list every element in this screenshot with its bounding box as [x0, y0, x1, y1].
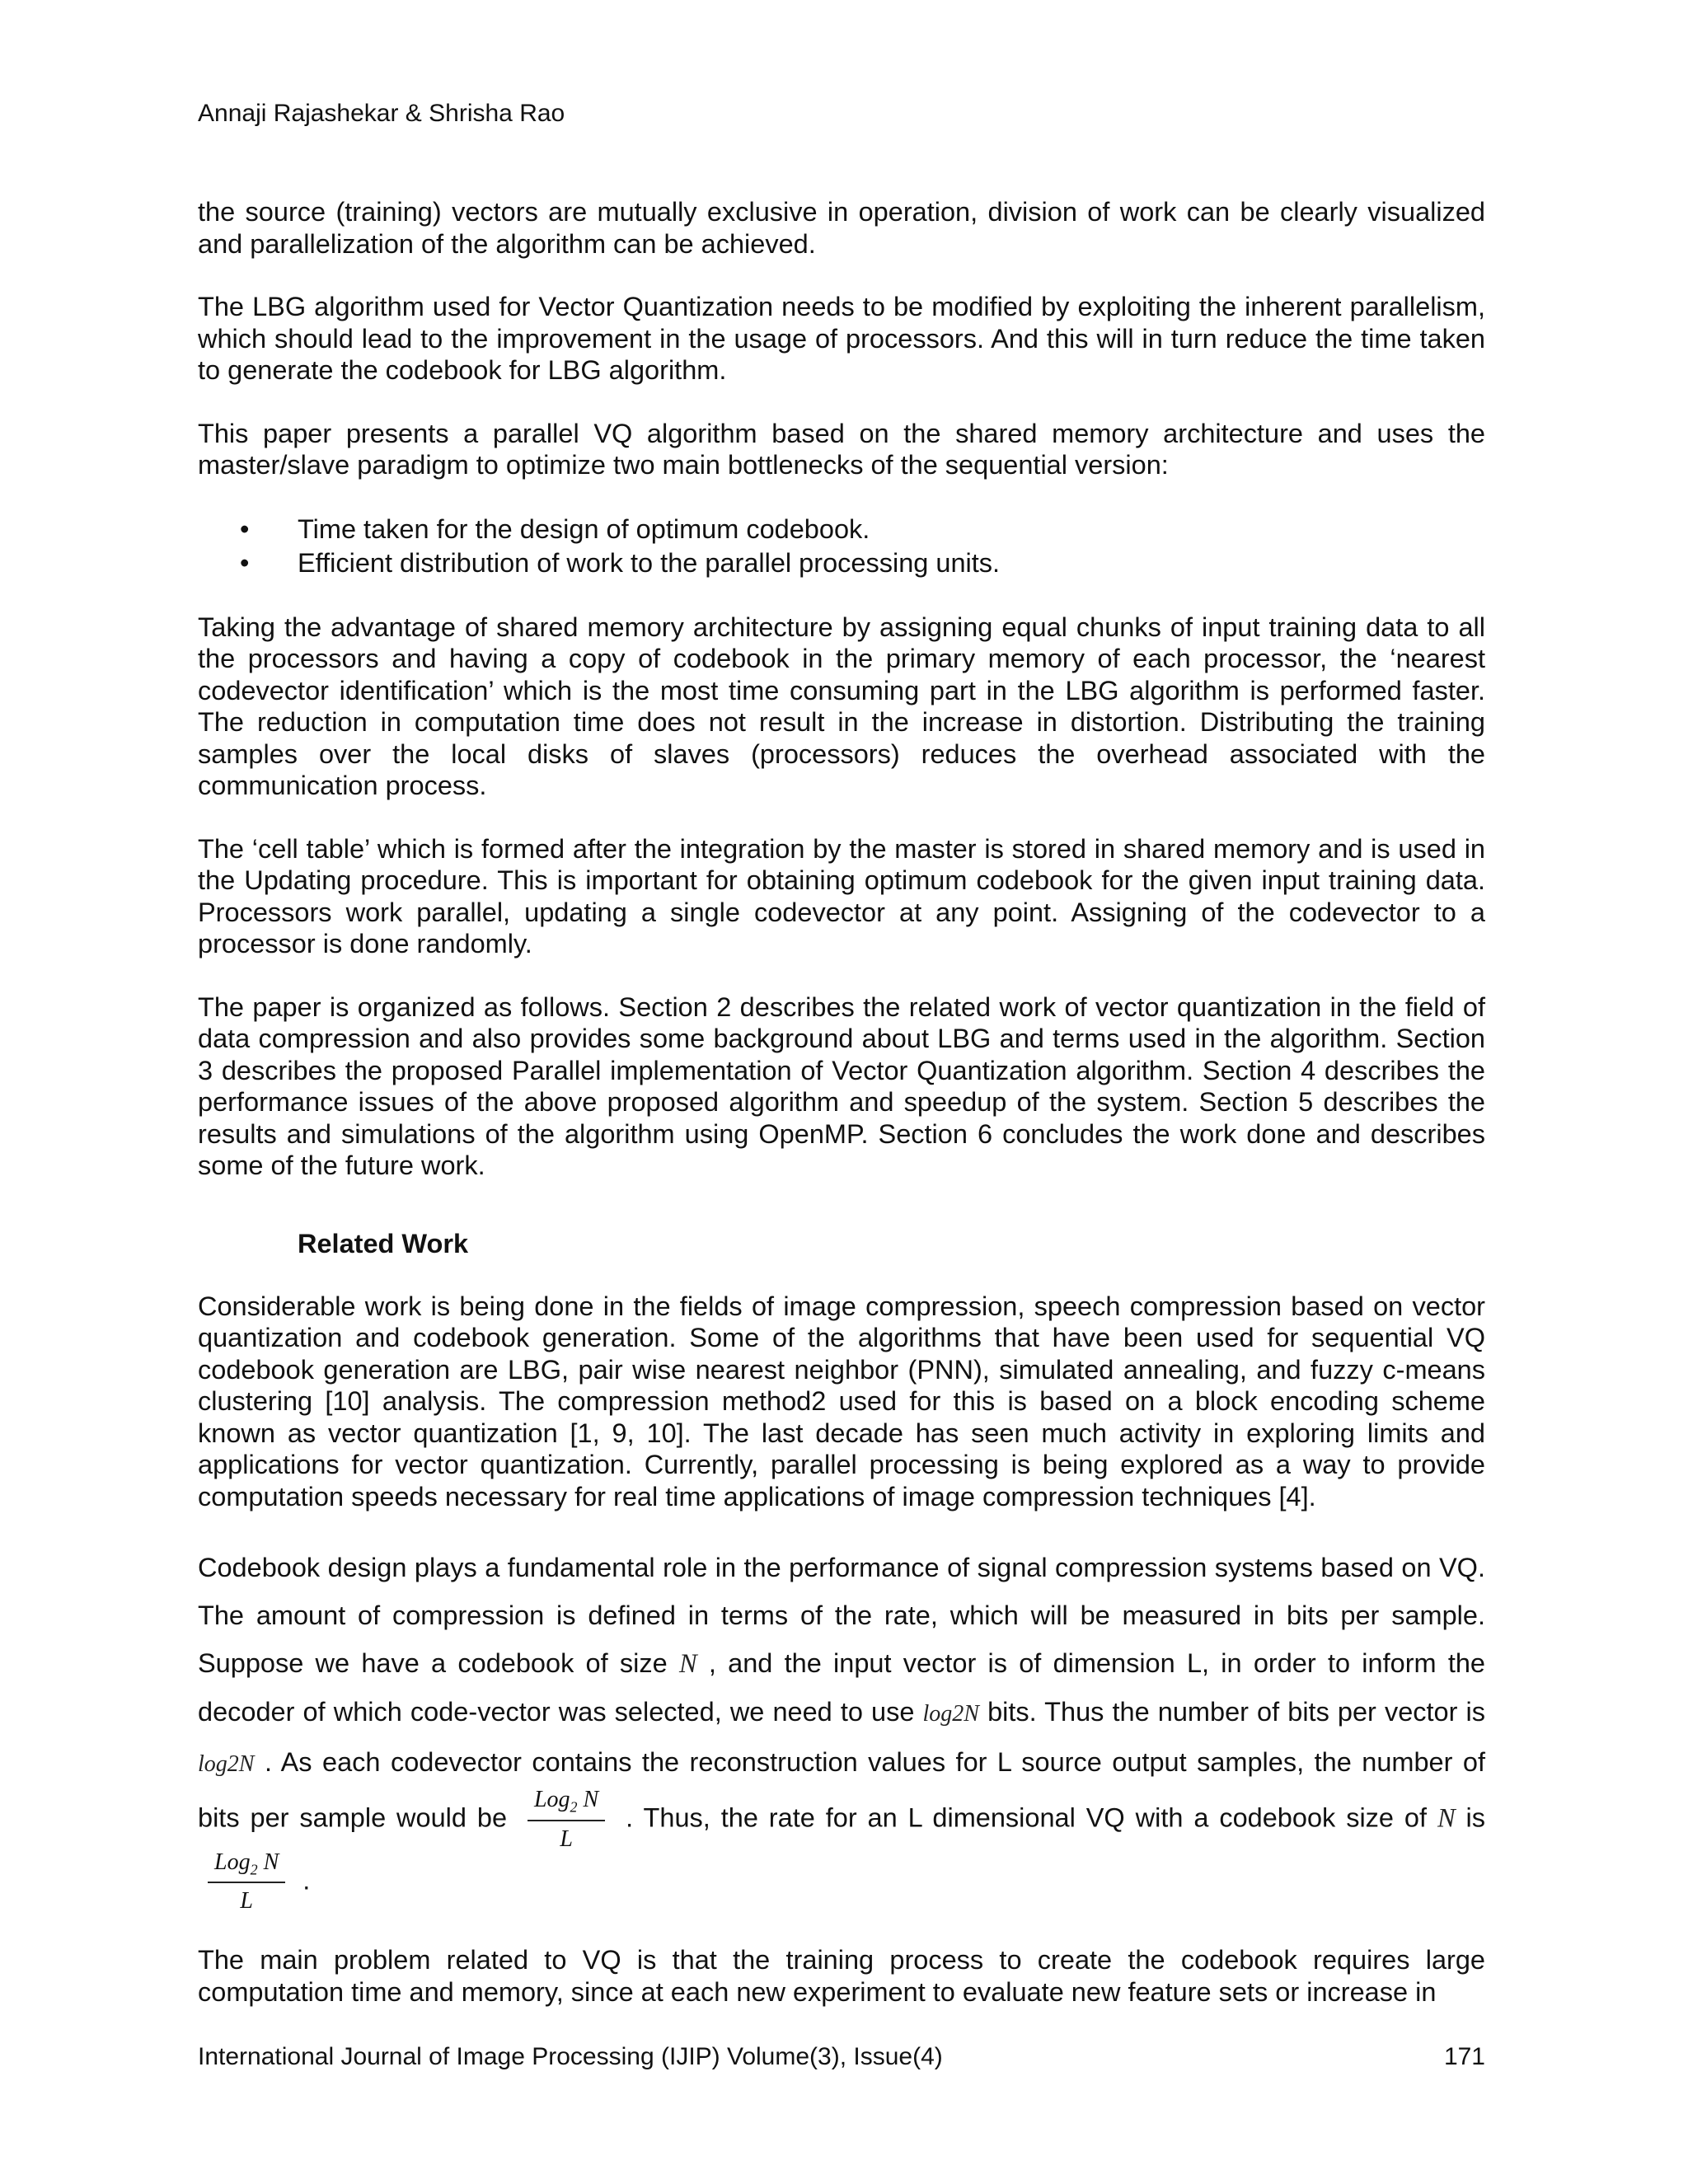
paragraph-5: The ‘cell table’ which is formed after the integration by the master is stored in shared memory and is used in the Updating procedure. This is important for obtaining optimum codebook for the given input training data. Processors work parallel, updating a single codevector at any point. Assigning of the codevector to a processor is done randomly. [198, 833, 1485, 958]
paragraph-2: The LBG algorithm used for Vector Quantization needs to be modified by exploiting the inherent parallelism, which should lead to the improvement in the usage of processors. And this will in turn reduce the time taken to generate the codebook for LBG algorithm. [198, 292, 1485, 385]
math-n: N [678, 1649, 697, 1679]
paragraph-1: the source (training) vectors are mutually exclusive in operation, division of work can be clearly visualized and parallelization of the algorithm can be achieved. [198, 197, 1485, 259]
list-item: • Time taken for the design of optimum codebook. [198, 513, 1485, 546]
math-log2n: log2N [922, 1701, 979, 1727]
paragraph-7: Considerable work is being done in the fields of image compression, speech compression based on vector quantization and codebook generation. Some of the algorithms that have been used for sequential VQ codebook generation are LBG, pair wise nearest neighbor (PNN), simulated annealing, and fuzzy c-means clustering [10] analysis. The compression method2 used for this is based on a block encoding scheme known as vector quantization [1, 9, 10]. The last decade has seen much activity in exploring limits and applications for vector quantization. Currently, parallel processing is being explored as a way to provide computation speeds necessary for real time applications of image compression techniques [4]. [198, 1291, 1485, 1511]
fraction-denominator: L [560, 1825, 573, 1852]
paragraph-8-text-6: is [1465, 1802, 1486, 1833]
math-fraction [528, 1788, 605, 1851]
math-log2n: log2N [198, 1751, 255, 1777]
paragraph-6: The paper is organized as follows. Section 2 describes the related work of vector quantization in the field of data compression and also provides some background about LBG and terms used in the algorithm. Section 3 describes the proposed Parallel implementation of Vector Quantization algorithm. Section 4 describes the performance issues of the above proposed algorithm and speedup of the system. Section 5 describes the results and simulations of the algorithm using OpenMP. Section 6 concludes the work done and describes some of the future work. [198, 991, 1485, 1180]
paragraph-8-text-1: Codebook design plays a fundamental role in the performance of signal compression systems based on VQ. The amount of compression is defined in terms of the rate, which will be measured in bits per sample. Suppose we have a codebook of size [198, 1553, 1485, 1678]
paragraph-9: The main problem related to VQ is that the training process to create the codebook requires large computation time and memory, since at each new experiment to evaluate new feature sets or increase in [198, 1945, 1485, 2007]
page-number: 171 [1443, 2043, 1485, 2070]
journal-citation: International Journal of Image Processing (IJIP) Volume(3), Issue(4) [198, 2043, 943, 2070]
paragraph-3: This paper presents a parallel VQ algorithm based on the shared memory architecture and uses the master/slave paradigm to optimize two main bottlenecks of the sequential version: [198, 418, 1485, 480]
fraction-numerator: Log$_2$ N [208, 1851, 285, 1884]
math-n: N [1437, 1803, 1456, 1834]
fraction-denominator: L [240, 1888, 253, 1915]
paper-body [198, 196, 1485, 2039]
paragraph-8-text-7: . [302, 1864, 311, 1895]
running-head: Annaji Rajashekar & Shrisha Rao [198, 100, 565, 127]
paragraph-8-text-4: . As each codevector contains the reconstruction values for L source output samples, the number of bits per sample would be [198, 1747, 1485, 1833]
paragraph-8 [198, 1544, 1485, 1913]
page-footer [198, 2042, 1485, 2072]
math-fraction [208, 1851, 285, 1914]
bottleneck-list [198, 513, 1485, 580]
fraction-numerator: Log$_2$ N [528, 1788, 605, 1821]
paragraph-8-text-3: bits. Thus the number of bits per vector is [987, 1697, 1486, 1727]
section-heading: Related Work [298, 1228, 469, 1258]
paragraph-8-text-2: , and the input vector is of dimension L, in order to inform the decoder of which code-vector was selected, we need to use [198, 1648, 1486, 1727]
paragraph-4: Taking the advantage of shared memory architecture by assigning equal chunks of input training data to all the processors and having a copy of codebook in the primary memory of each processor, the ‘nearest codevector identification’ which is the most time consuming part in the LBG algorithm is performed faster. The reduction in computation time does not result in the increase in distortion. Distributing the training samples over the local disks of slaves (processors) reduces the overhead associated with the communication process. [198, 612, 1485, 800]
list-item: • Efficient distribution of work to the parallel processing units. [198, 546, 1485, 580]
paragraph-8-text-5: . Thus, the rate for an L dimensional VQ with a codebook size of [626, 1802, 1428, 1833]
